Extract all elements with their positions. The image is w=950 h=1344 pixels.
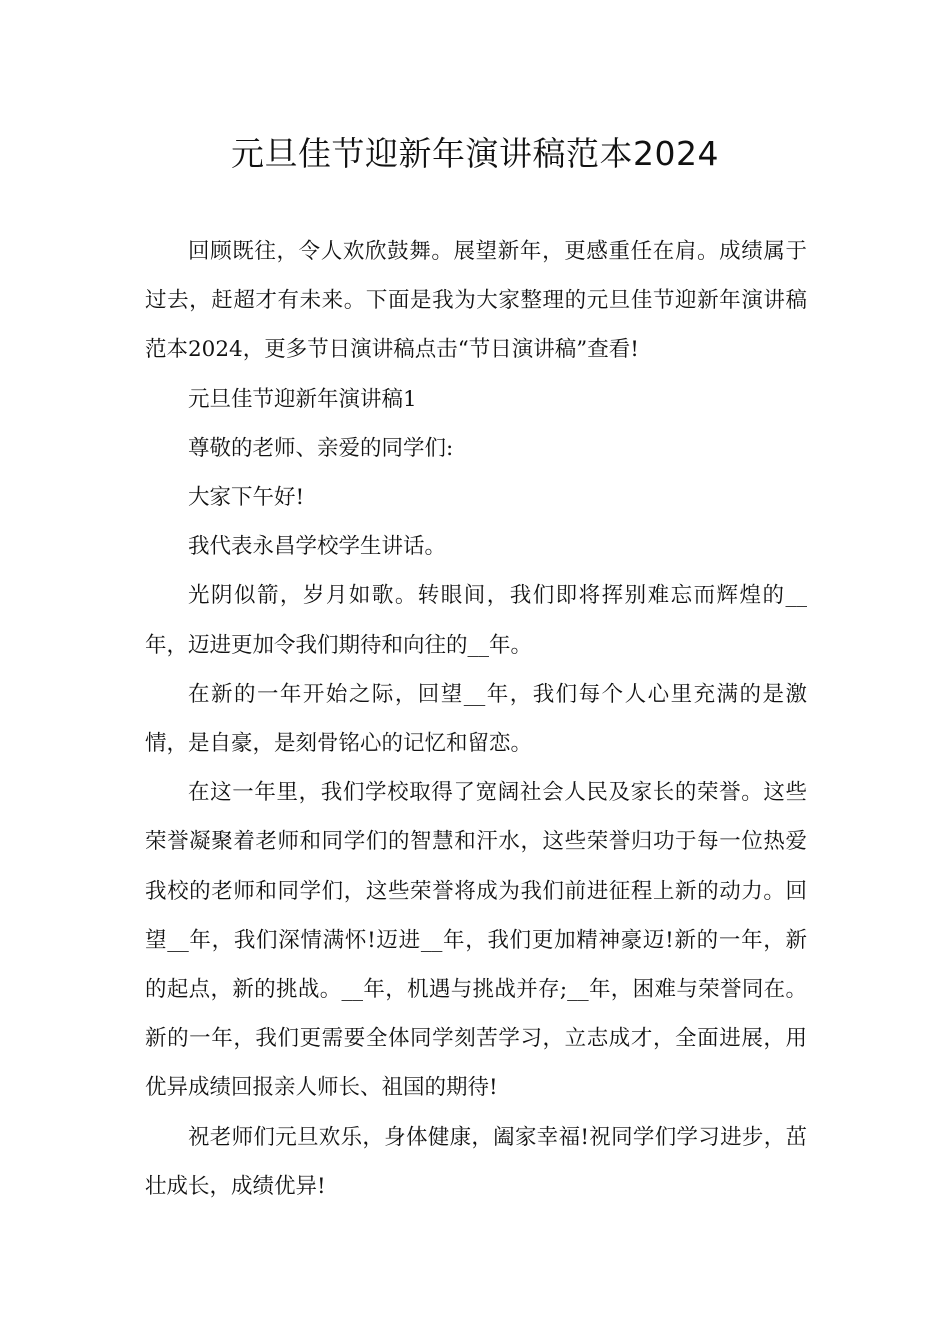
paragraph-closing: 祝老师们元旦欢乐，身体健康，阖家幸福!祝同学们学习进步，茁壮成长，成绩优异!	[145, 1124, 807, 1199]
paragraph-body-3: 在这一年里，我们学校取得了宽阔社会人民及家长的荣誉。这些荣誉凝聚着老师和同学们的智慧和汗水，这些荣誉归功于每一位热爱我校的老师和同学们，这些荣誉将成为我们前进征程上新的动力。回望__年，我们深情满怀!迈进__年，我们更加精神豪迈!新的一年，新的起点，新的挑战。__年，机遇与挑战并存;__年，困难与荣誉同在。新的一年，我们更需要全体同学刻苦学习，立志成才，全面进展，用优异成绩回报亲人师长、祖国的期待!	[145, 780, 807, 1101]
paragraph-speaker: 我代表永昌学校学生讲话。	[188, 534, 447, 560]
paragraph-subtitle: 元旦佳节迎新年演讲稿1	[188, 386, 417, 412]
paragraph-body-1: 光阴似箭，岁月如歌。转眼间，我们即将挥别难忘而辉煌的__年，迈进更加令我们期待和向往的__年。	[145, 583, 807, 658]
document-body	[145, 227, 807, 1211]
paragraph-intro: 回顾既往，令人欢欣鼓舞。展望新年，更感重任在肩。成绩属于过去，赶超才有未来。下面是我为大家整理的元旦佳节迎新年演讲稿范本2024，更多节日演讲稿点击“节日演讲稿”查看!	[145, 239, 807, 363]
paragraph-greeting: 大家下午好!	[188, 485, 305, 511]
paragraph-body-2: 在新的一年开始之际，回望__年，我们每个人心里充满的是激情，是自豪，是刻骨铭心的记忆和留恋。	[145, 681, 807, 757]
paragraph-salutation: 尊敬的老师、亲爱的同学们:	[188, 435, 454, 461]
document-title: 元旦佳节迎新年演讲稿范本2024	[231, 134, 719, 173]
